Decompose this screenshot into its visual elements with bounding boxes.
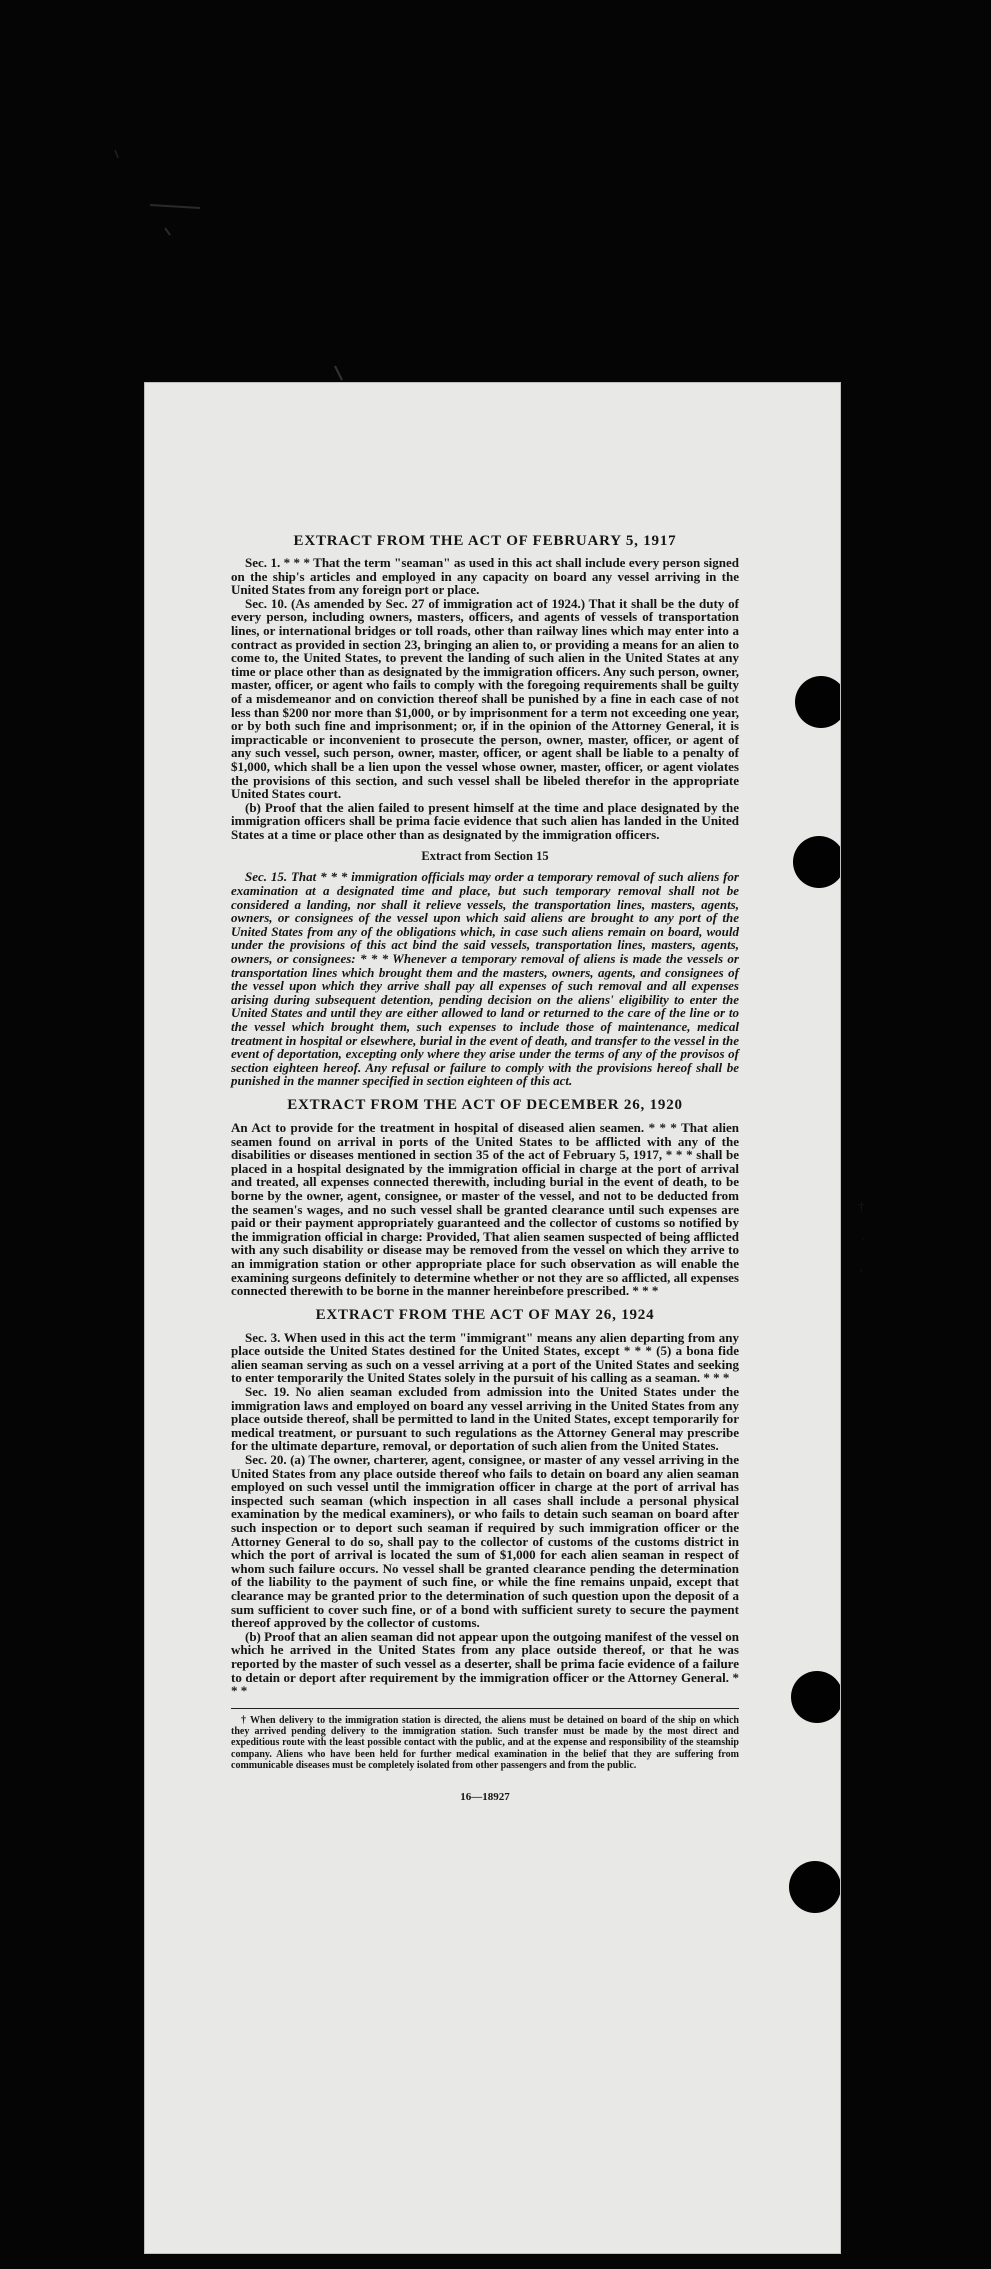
paragraph-sec-20-b: (b) Proof that an alien seaman did not appear upon the outgoing manifest of the vessel on which he arrived in the United States from any place outside thereof, or that he was reported by the master of such vessel as a deserter, shall be prima facie evidence of a failure to detain or deport after requirement by the immigration officer or the Attorney General. * * * [231, 1628, 739, 1699]
paragraph-sec-20-a: Sec. 20. (a) The owner, charterer, agent, consignee, or master of any vessel arriving in the United States from any place outside thereof who fails to detain on board any alien seaman employed on such vessel until the immigration officer in charge at the port of arrival has inspected such seaman (which inspection in all cases shall include a personal physical examination by the medical examiners), or who fails to detain such seaman on board after such inspection or to deport such seaman if required by such immigration officer or the Attorney General to do so, shall pay to the collector of customs of the customs district in which the port of arrival is located the sum of $1,000 for each alien seaman in respect of whom such failure occurs. No vessel shall be granted clearance pending the determination of the liability to the payment of such fine, or while the fine remains unpaid, except that clearance may be granted prior to the determination of such question upon the deposit of a sum sufficient to cover such fine, or of a bond with sufficient surety to secure the payment thereof approved by the collector of customs. [231, 1452, 739, 1631]
margin-tick-mark: , [860, 1262, 863, 1274]
heading-act-feb-1917: EXTRACT FROM THE ACT OF FEBRUARY 5, 1917 [293, 533, 677, 549]
subheading-section-15: Extract from Section 15 [421, 849, 549, 864]
paragraph-sec-10-b: (b) Proof that the alien failed to present himself at the time and place designated by the immigration officers shall be prima facie evidence that such alien has landed in the United States at a time or place other than as designated by the immigration officers. [231, 799, 739, 842]
punch-hole-3 [791, 1671, 840, 1723]
paragraph-act-1920: An Act to provide for the treatment in hospital of diseased alien seamen. * * * That alien seamen found on arrival in ports of the United States to be afflicted with any of the disabilities or diseases mentioned in section 35 of the act of February 5, 1917, * * * shall be placed in a hospital designated by the immigration official in charge at the port of arrival and treated, all expenses connected therewith, including burial in the event of death, to be borne by the owner, agent, consignee, or master of the vessel, and not to be deducted from the seamen's wages, and no such vessel shall be granted clearance until such expenses are paid or their payment appropriately guaranteed and the collector of customs so notified by the immigration official in charge: Provided, That alien seamen suspected of being afflicted with any such disability or disease may be removed from the vessel on which they arrive to an immigration station or other appropriate place for such observation as will enable the examining surgeons definitely to determine whether or not they are so afflicted, all expenses connected therewith to be borne in the manner hereinbefore prescribed. * * * [231, 1119, 739, 1299]
paragraph-sec-19: Sec. 19. No alien seaman excluded from admission into the United States under the immigration laws and employed on board any vessel arriving in the United States from any place outside thereof, shall be permitted to land in the United States, except temporarily for medical treatment, or pursuant to such regulations as the Attorney General may prescribe for the ultimate departure, removal, or deportation of such alien from the United States. [231, 1384, 739, 1454]
paragraph-sec-15: Sec. 15. That * * * immigration officials may order a temporary removal of such aliens for examination at a designated time and place, but such temporary removal shall not be considered a landing, nor shall it relieve vessels, the transportation lines, masters, agents, owners, or consignees of the vessel upon which said aliens are brought to any port of the United States from any of the obligations which, in case such aliens remain on board, would under the provisions of this act bind the said vessels, transportation lines, masters, agents, owners, or consignees: * * * Whenever a temporary removal of aliens is made the vessels or transportation lines which brought them and the masters, owners, agents, and consignees of the vessel upon which they arrive shall pay all expenses of such removal and all expenses arising during subsequent detention, pending decision on the aliens' eligibility to enter the United States and until they are either allowed to land or returned to the care of the line or to the vessel which brought them, such expenses to include those of maintenance, medical treatment in hospital or elsewhere, burial in the event of death, and transfer to the vessel in the event of deportation, excepting only where they arise under the terms of any of the provisos of section eighteen hereof. Any refusal or failure to comply with the provisions hereof shall be punished in the manner specified in section eighteen of this act. [231, 869, 739, 1089]
document-body [231, 531, 739, 1803]
margin-dot-mark: · [862, 1235, 866, 1246]
punch-hole-4 [789, 1861, 840, 1913]
punch-hole-2 [793, 836, 840, 888]
punch-hole-1 [795, 676, 840, 728]
document-number: 16—18927 [460, 1791, 510, 1804]
paragraph-sec-1: Sec. 1. * * * That the term "seaman" as used in this act shall include every person signed on the ship's articles and employed in any capacity on board any vessel arriving in the United States from any foreign port or place. [231, 555, 739, 598]
margin-dagger-mark: † [858, 1200, 865, 1215]
paragraph-sec-10: Sec. 10. (As amended by Sec. 27 of immigration act of 1924.) That it shall be the duty of every person, including owners, masters, officers, and agents of vessels of transportation lines, or international bridges or toll roads, other than railway lines which may enter into a contract as provided in section 23, bringing an alien to, or providing a means for an alien to come to, the United States, to prevent the landing of such alien in the United States at any time or place other than as designated by the immigration officers. Any such person, owner, master, officer, or agent who fails to comply with the foregoing requirements shall be guilty of a misdemeanor and on conviction thereof shall be punished by a fine in each case of not less than $200 nor more than $1,000, or by imprisonment for a term not exceeding one year, or by both such fine and imprisonment; or, if in the opinion of the Attorney General, it is impracticable or inconvenient to prosecute the person, owner, master, officer, or agent of any such vessel, such person, owner, master, officer, or agent shall be liable to a penalty of $1,000, which shall be a lien upon the vessel whose owner, master, officer, or agent violates the provisions of this section, and such vessel shall be libeled therefor in the appropriate United States court. [231, 595, 739, 802]
document-page [145, 383, 840, 2253]
footnote: † When delivery to the immigration station is directed, the aliens must be detained on board of the ship on which they arrived pending delivery to the immigration station. Such transfer must be made by the most direct and expeditious route with the least possible contact with the public, and at the expense and responsibility of the steamship company. Aliens who have been held for further medical examination in the belief that they are suffering from communicable diseases must be completely isolated from other passengers and from the public. [231, 1714, 739, 1771]
heading-act-may-1924: EXTRACT FROM THE ACT OF MAY 26, 1924 [315, 1306, 655, 1323]
paragraph-sec-3: Sec. 3. When used in this act the term "immigrant" means any alien departing from any place outside the United States destined for the United States, except * * * (5) a bona fide alien seaman serving as such on a vessel arriving at a port of the United States and seeking to enter temporarily the United States solely in the pursuit of his calling as a seaman. * * * [231, 1329, 739, 1386]
heading-act-dec-1920: EXTRACT FROM THE ACT OF DECEMBER 26, 1920 [287, 1096, 683, 1113]
